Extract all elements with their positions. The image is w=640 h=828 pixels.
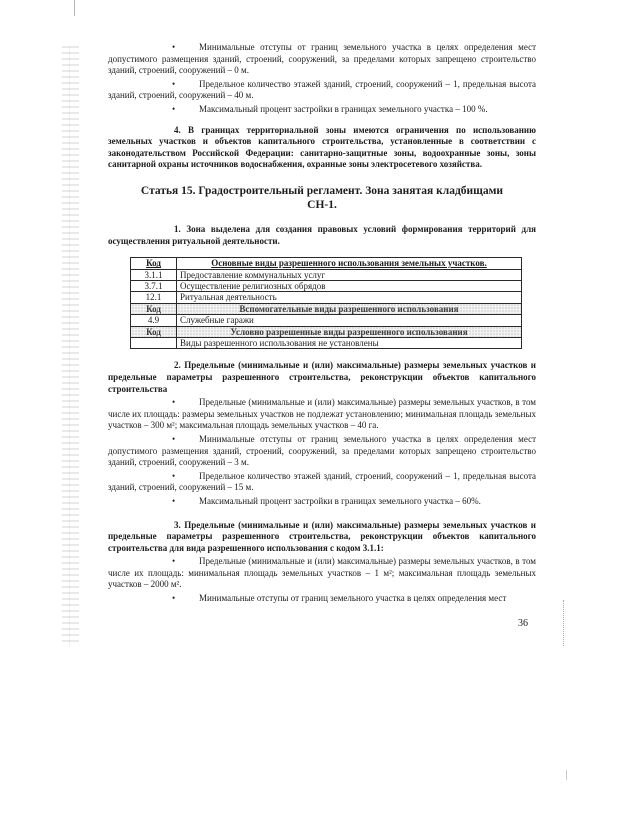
- table-header-row-conditional-uses: [131, 326, 522, 337]
- intro-bullet-list: [108, 42, 536, 116]
- zone-purpose-paragraph: 1. Зона выделена для создания правовых условий формирования территорий для осуществления ритуальной деятельности.: [108, 223, 536, 246]
- bullet-item: [108, 496, 536, 508]
- table-cell-name: Ритуальная деятельность: [177, 292, 522, 303]
- bullet-icon: [172, 593, 199, 605]
- section-2-title: 2. Предельные (минимальные и (или) максимальные) размеры земельных участков и предельные параметры разрешенного строительства, реконструкции объектов капитального строительства: [108, 360, 536, 394]
- bullet-text: Предельные (минимальные и (или) максимальные) размеры земельных участков, в том числе их площадь: минимальная площадь земельных участков – 1 м²; максимальная площадь земельных участков – 2000 м².: [108, 556, 536, 590]
- bullet-icon: [172, 79, 199, 91]
- section-3-title: 3. Предельные (минимальные и (или) максимальные) размеры земельных участков и предельные параметры разрешенного строительства, реконструкции объектов капитального строительства для вида разрешенного использования с кодом 3.1.1:: [108, 519, 536, 553]
- scan-artifact-right: [563, 600, 564, 646]
- land-use-table: [130, 257, 522, 349]
- article-heading-line-2: СН-1.: [307, 199, 337, 212]
- bullet-text: Максимальный процент застройки в границах земельного участка – 100 %.: [199, 103, 488, 114]
- scan-artifact-bottom: [566, 770, 567, 780]
- table-cell-name: Служебные гаражи: [177, 315, 522, 326]
- bullet-text: Предельное количество этажей зданий, строений, сооружений – 1, предельная высота зданий, строений, сооружений – 40 м.: [108, 78, 536, 101]
- section-3-bullet-list: [108, 556, 536, 604]
- bullet-icon: [172, 397, 199, 409]
- document-page: [108, 42, 536, 629]
- article-heading: [108, 184, 536, 213]
- table-row: [131, 269, 522, 280]
- bullet-icon: [172, 42, 199, 54]
- table-header-title: Условно разрешенные виды разрешенного использования: [177, 326, 522, 337]
- table-cell-name: Виды разрешенного использования не установлены: [177, 337, 522, 348]
- restriction-paragraph: 4. В границах территориальной зоны имеются ограничения по использованию земельных участков и объектов капитального строительства, установленные в соответствии с законодательством Российской Федерации: санитарно-защитные зоны, водоохранные зоны, зоны санитарной охраны источников водоснабжения, охранные зоны электросетевого хозяйства.: [108, 124, 536, 170]
- bullet-text: Предельное количество этажей зданий, строений, сооружений – 1, предельная высота зданий, строений, сооружений – 15 м.: [108, 470, 536, 493]
- bullet-text: Предельные (минимальные и (или) максимальные) размеры земельных участков, в том числе их площадь: размеры земельных участков не подлежат установлению; минимальная площадь земельных участков – 300 м²; максимальная площадь земельных участков – 40 га.: [108, 397, 536, 431]
- bullet-item: [108, 434, 536, 469]
- table-cell-name: Осуществление религиозных обрядов: [177, 280, 522, 291]
- table-cell-code: [131, 337, 177, 348]
- table-row: [131, 280, 522, 291]
- table-header-code: Код: [131, 303, 177, 314]
- table-header-code: Код: [131, 326, 177, 337]
- scan-artifact-top: [74, 0, 75, 16]
- page-number: 36: [518, 617, 528, 629]
- margin-stamp: [62, 46, 79, 646]
- bullet-item: [108, 593, 536, 605]
- bullet-text: Минимальные отступы от границ земельного участка в целях определения мест допустимого размещения зданий, строений, сооружений, за пределами которых запрещено строительство зданий, строений, сооружений – 3 м.: [108, 433, 536, 468]
- bullet-item: [108, 104, 536, 116]
- bullet-icon: [172, 434, 199, 446]
- table-row: [131, 337, 522, 348]
- bullet-text: Максимальный процент застройки в границах земельного участка – 60%.: [199, 495, 481, 506]
- table-header-row-main-uses: [131, 258, 522, 269]
- bullet-text: Минимальные отступы от границ земельного участка в целях определения мест допустимого размещения зданий, строений, сооружений, за пределами которых запрещено строительство зданий, строений, сооружений – 0 м.: [108, 42, 536, 76]
- table-cell-code: 3.1.1: [131, 269, 177, 280]
- table-cell-code: 3.7.1: [131, 280, 177, 291]
- table-header-row-auxiliary-uses: [131, 303, 522, 314]
- table-header-title: Вспомогательные виды разрешенного использования: [177, 303, 522, 314]
- bullet-icon: [172, 496, 199, 508]
- article-heading-line-1: Статья 15. Градостроительный регламент. Зона занятая кладбищами: [140, 184, 504, 197]
- bullet-item: [108, 556, 536, 591]
- bullet-text: Минимальные отступы от границ земельного участка в целях определения мест: [199, 593, 507, 604]
- section-2-bullet-list: [108, 397, 536, 507]
- bullet-item: [108, 79, 536, 102]
- bullet-item: [108, 397, 536, 432]
- bullet-item: [108, 471, 536, 494]
- table-row: [131, 315, 522, 326]
- table-row: [131, 292, 522, 303]
- bullet-icon: [172, 471, 199, 483]
- table-cell-code: 12.1: [131, 292, 177, 303]
- bullet-item: [108, 42, 536, 77]
- table-cell-code: 4.9: [131, 315, 177, 326]
- table-header-code: Код: [131, 258, 177, 269]
- bullet-icon: [172, 104, 199, 116]
- table-cell-name: Предоставление коммунальных услуг: [177, 269, 522, 280]
- table-header-title: Основные виды разрешенного использования земельных участков.: [177, 258, 522, 269]
- bullet-icon: [172, 556, 199, 568]
